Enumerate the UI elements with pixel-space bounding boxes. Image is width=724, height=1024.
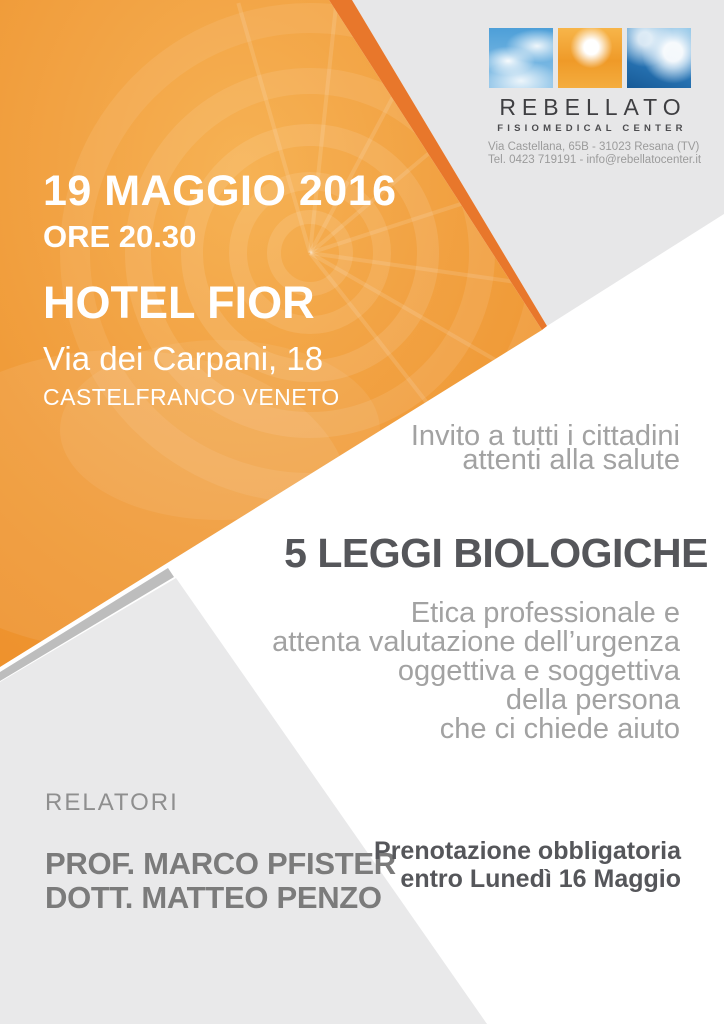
speaker-names — [45, 847, 396, 915]
booking-line-1: Prenotazione obbligatoria — [374, 837, 681, 865]
event-date: 19 MAGGIO 2016 — [43, 167, 397, 215]
description-line: attenta valutazione dell’urgenza — [272, 626, 680, 658]
logo-tagline: FISIOMEDICAL CENTER — [497, 123, 687, 134]
description-line: della persona — [505, 684, 680, 716]
speakers-heading: RELATORI — [45, 789, 179, 816]
event-time: ORE 20.30 — [43, 219, 197, 254]
description-line: che ci chiede aiuto — [439, 713, 680, 745]
event-address: Via dei Carpani, 18 — [43, 340, 324, 377]
sunset-sun-photo — [558, 28, 622, 88]
speaker-name: DOTT. MATTEO PENZO — [45, 880, 382, 915]
speakers-block — [45, 791, 396, 915]
logo-address: Via Castellana, 65B - 31023 Resana (TV) — [488, 141, 700, 153]
sky-clouds-photo — [489, 28, 553, 88]
logo-photo-strip — [488, 28, 692, 88]
invite-line-1: Invito a tutti i cittadini — [410, 420, 680, 452]
ocean-wave-photo — [627, 28, 691, 88]
booking-line-2: entro Lunedì 16 Maggio — [400, 865, 681, 893]
logo-name: REBELLATO — [499, 94, 687, 120]
description-line: oggettiva e soggettiva — [397, 655, 680, 687]
event-city: CASTELFRANCO VENETO — [43, 384, 340, 410]
rebellato-logo — [488, 28, 702, 167]
page-title: 5 LEGGI BIOLOGICHE — [284, 530, 708, 576]
event-venue: HOTEL FIOR — [43, 277, 315, 328]
invite-line-2: attenti alla salute — [462, 444, 680, 476]
description-line: Etica professionale e — [410, 597, 680, 629]
booking-notice — [374, 837, 681, 893]
speaker-name: PROF. MARCO PFISTER — [45, 846, 396, 881]
event-description — [272, 599, 680, 744]
event-info-block — [43, 167, 397, 410]
logo-contacts: Tel. 0423 719191 - info@rebellatocenter.it — [488, 154, 702, 166]
invite-text — [410, 420, 680, 476]
